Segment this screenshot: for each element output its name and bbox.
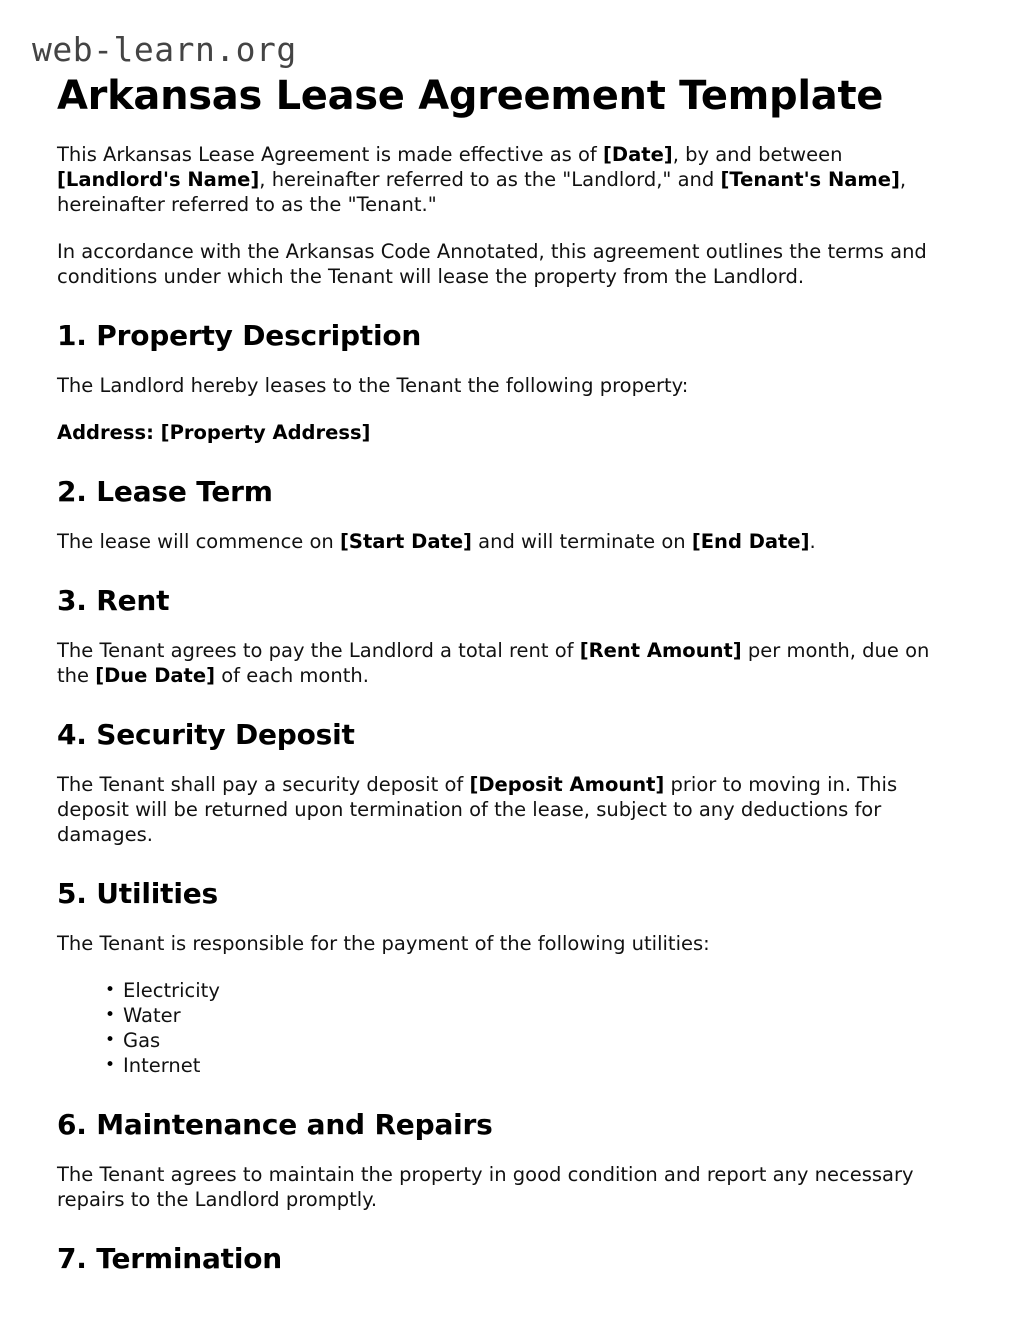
section-heading-maintenance-and-repairs: 6. Maintenance and Repairs [57, 1108, 493, 1141]
deposit-text-2: prior to moving in. This deposit will be returned upon termination of the lease, subject to any deductions for damages. [57, 773, 898, 846]
intro-paragraph-1 [57, 142, 957, 217]
placeholder-tenant-name: [Tenant's Name] [720, 168, 900, 191]
lease-term-text-1: The lease will commence on [57, 530, 340, 553]
intro-text-2: , by and between [672, 143, 843, 166]
section-heading-security-deposit: 4. Security Deposit [57, 718, 355, 751]
lease-term-text-3: . [809, 530, 816, 553]
placeholder-property-address: [Property Address] [160, 421, 371, 444]
placeholder-rent-amount: [Rent Amount] [579, 639, 742, 662]
section-body-utilities: The Tenant is responsible for the payment of the following utilities: [57, 932, 710, 955]
placeholder-landlord-name: [Landlord's Name] [57, 168, 260, 191]
section-heading-utilities: 5. Utilities [57, 877, 219, 910]
section-heading-termination: 7. Termination [57, 1242, 283, 1275]
lease-term-text-2: and will terminate on [471, 530, 692, 553]
section-body-property-description: The Landlord hereby leases to the Tenant the following property: [57, 374, 689, 397]
intro-text-3: , hereinafter referred to as the "Landlord," and [259, 168, 721, 191]
section-body-rent [57, 638, 957, 688]
section-body-maintenance-and-repairs: The Tenant agrees to maintain the property in good condition and report any necessary repairs to the Landlord promptly. [57, 1163, 914, 1211]
intro-text-1: This Arkansas Lease Agreement is made effective as of [57, 143, 603, 166]
section-heading-lease-term: 2. Lease Term [57, 475, 273, 508]
placeholder-start-date: [Start Date] [340, 530, 472, 553]
rent-text-2: per month, due on the [57, 639, 930, 687]
list-item: • Electricity [105, 978, 957, 1003]
intro-text-4: , hereinafter referred to as the "Tenant." [57, 168, 907, 216]
utilities-list [57, 978, 957, 1078]
section-heading-rent: 3. Rent [57, 584, 170, 617]
deposit-text-1: The Tenant shall pay a security deposit of [57, 773, 470, 796]
section-body-security-deposit [57, 772, 957, 847]
list-item: • Internet [105, 1053, 957, 1078]
placeholder-due-date: [Due Date] [95, 664, 216, 687]
address-label: Address: [57, 421, 161, 444]
page-title: Arkansas Lease Agreement Template [57, 73, 884, 119]
placeholder-date: [Date] [603, 143, 673, 166]
rent-text-3: of each month. [215, 664, 369, 687]
placeholder-deposit-amount: [Deposit Amount] [469, 773, 665, 796]
list-item: • Water [105, 1003, 957, 1028]
list-item: • Gas [105, 1028, 957, 1053]
site-logo: web-learn.org [32, 30, 297, 69]
property-address-line [57, 420, 957, 445]
section-body-lease-term [57, 529, 957, 554]
document-content [57, 72, 957, 1296]
intro-paragraph-2: In accordance with the Arkansas Code Annotated, this agreement outlines the terms and conditions under which the Tenant will lease the property from the Landlord. [57, 240, 927, 288]
placeholder-end-date: [End Date] [691, 530, 810, 553]
rent-text-1: The Tenant agrees to pay the Landlord a total rent of [57, 639, 580, 662]
masthead [32, 30, 992, 70]
section-heading-property-description: 1. Property Description [57, 319, 422, 352]
